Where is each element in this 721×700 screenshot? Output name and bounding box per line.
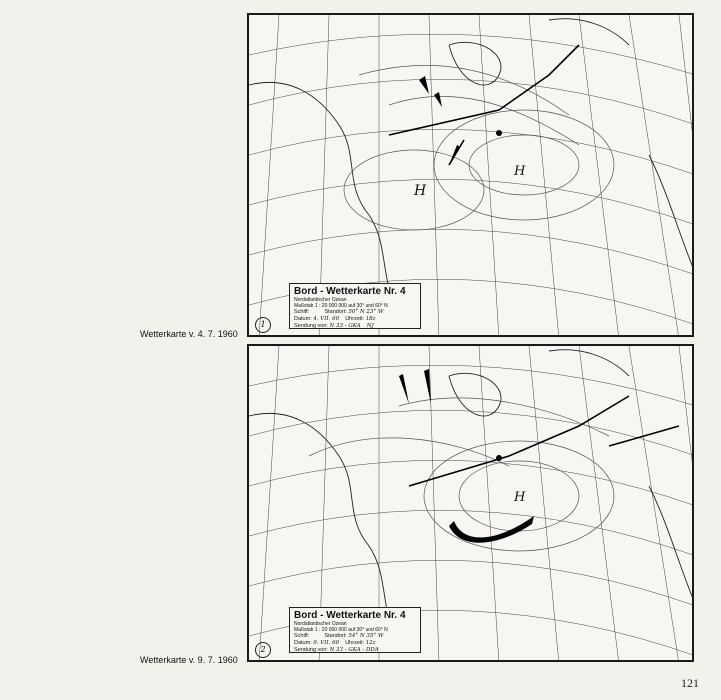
map-caption-2: Wetterkarte v. 9. 7. 1960 (140, 655, 238, 665)
legend-scale: Maßstab 1 : 20 000 000 auf 30° und 60° N (294, 627, 388, 633)
legend-standort-label: Standort: (324, 633, 347, 639)
weather-map-1 (247, 13, 694, 337)
map-caption-1: Wetterkarte v. 4. 7. 1960 (140, 329, 238, 339)
legend-datum-value: 9. VII. 60 (313, 640, 340, 646)
legend-extra-value: NJ (366, 323, 374, 329)
legend-standort-value: 50° N 23° W (348, 309, 384, 315)
legend-uhrzeit-label: Uhrzeit: (345, 640, 365, 646)
legend-uhrzeit-value: 18z (365, 316, 376, 322)
legend-sendung-value: N 33 - GKA (329, 323, 361, 329)
svg-text:H: H (514, 164, 526, 179)
legend-standort-value: 54° N 35° W (348, 633, 384, 639)
legend-standort-label: Standort: (324, 309, 347, 315)
legend-region: Nordatlantischer Ozean (294, 297, 347, 303)
legend-sendung-value: N 33 - GKA - DDA (329, 647, 379, 653)
legend-schiff-label: Schiff: (294, 309, 310, 315)
legend-sendung-label: Sendung von: (294, 647, 328, 653)
legend-scale: Maßstab 1 : 20 000 000 auf 30° und 60° N (294, 303, 388, 309)
legend-title: Bord - Wetterkarte Nr. 4 (294, 610, 406, 621)
legend-datum-label: Datum: (294, 316, 312, 322)
map-number-badge-2: 2 (255, 642, 271, 658)
svg-text:H: H (514, 490, 526, 505)
legend-region: Nordatlantischer Ozean (294, 621, 347, 627)
weather-map-2 (247, 344, 694, 662)
legend-sendung-label: Sendung von: (294, 323, 328, 329)
legend-schiff-label: Schiff: (294, 633, 310, 639)
legend-uhrzeit-value: 12z (365, 640, 376, 646)
page-number: 121 (681, 676, 699, 690)
legend-datum-value: 4. VII. 60 (313, 316, 340, 322)
legend-uhrzeit-label: Uhrzeit: (345, 316, 365, 322)
map-legend-2 (289, 607, 421, 653)
legend-title: Bord - Wetterkarte Nr. 4 (294, 286, 406, 297)
map-number-badge-1: 1 (255, 317, 271, 333)
legend-datum-label: Datum: (294, 640, 312, 646)
svg-text:H: H (414, 183, 427, 199)
map-legend-1 (289, 283, 421, 329)
